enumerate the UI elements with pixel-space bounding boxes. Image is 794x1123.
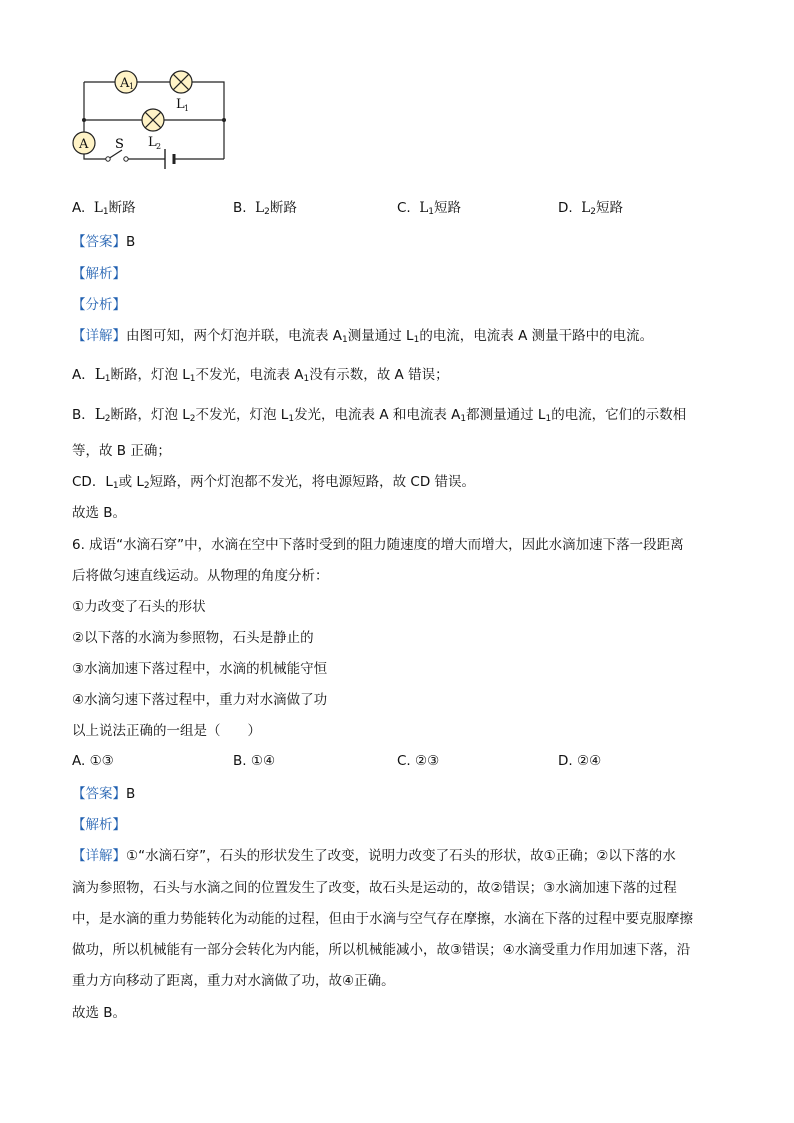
q5-option-a: A. $L_1$断路 — [72, 200, 136, 217]
q5-analysis-heading: 【解析】 — [72, 266, 126, 282]
ammeter-a-label: A — [79, 137, 89, 152]
q6-detail-line-5: 重力方向移动了距离，重力对水滴做了功，故④正确。 — [72, 973, 395, 989]
q5-line-b-cont: 等，故 B 正确； — [72, 443, 171, 459]
q5-fenxi-heading: 【分析】 — [72, 297, 126, 313]
q6-detail-line-4: 做功，所以机械能有一部分会转化为内能，所以机械能减小，故③错误；④水滴受重力作用加速下落，沿 — [72, 942, 691, 958]
circuit-diagram — [70, 66, 235, 170]
svg-text:2: 2 — [156, 142, 162, 151]
q5-line-b: B．$L_2$断路，灯泡 $L_2$不发光，灯泡 $L_1$发光，电流表 A 和电流表 $A_1$都测量通过 $L_1$的电流，它们的示数相 — [72, 405, 687, 424]
q6-stem-line-2: 后将做匀速直线运动。从物理的角度分析： — [72, 568, 329, 584]
switch-icon — [106, 137, 128, 161]
q6-statement-4: ④水滴匀速下落过程中，重力对水滴做了功 — [72, 692, 328, 708]
svg-text:1: 1 — [129, 82, 135, 91]
q6-option-d: D. ②④ — [558, 753, 602, 769]
q6-statement-3: ③水滴加速下落过程中，水滴的机械能守恒 — [72, 661, 328, 677]
q6-option-a: A. ①③ — [72, 753, 114, 769]
q6-detail-line-3: 中，是水滴的重力势能转化为动能的过程，但由于水滴与空气存在摩擦，水滴在下落的过程中要克服摩擦 — [72, 911, 693, 927]
switch-label: S — [115, 137, 124, 152]
q6-statement-2: ②以下落的水滴为参照物，石头是静止的 — [72, 630, 314, 646]
q6-option-c: C. ②③ — [397, 753, 440, 769]
q6-detail-line-1: 【详解】①“水滴石穿”，石头的形状发生了改变，说明力改变了石头的形状，故①正确；②以下落的水 — [72, 848, 676, 864]
q6-stem-line-1: 6. 成语“水滴石穿”中，水滴在空中下落时受到的阻力随速度的增大而增大，因此水滴加速下落一段距离 — [72, 537, 684, 553]
q5-answer: 【答案】B — [72, 234, 136, 250]
q5-conclusion: 故选 B。 — [72, 505, 127, 521]
battery-icon — [165, 149, 174, 169]
svg-text:L: L — [148, 135, 157, 150]
q6-answer: 【答案】B — [72, 786, 136, 802]
q5-line-cd: CD．$L_1$或 $L_2$短路，两个灯泡都不发光，将电源短路，故 CD 错误。 — [72, 474, 476, 491]
ammeter-a1-icon — [115, 71, 137, 93]
q5-line-a: A．$L_1$断路，灯泡 $L_1$不发光，电流表 $A_1$没有示数，故 A 错误； — [72, 365, 449, 384]
q5-option-b: B. $L_2$断路 — [233, 200, 297, 217]
lamp-l2-icon — [142, 109, 164, 151]
q5-option-c: C. $L_1$短路 — [397, 200, 462, 217]
q6-analysis-heading: 【解析】 — [72, 817, 126, 833]
q6-option-b: B. ①④ — [233, 753, 276, 769]
ammeter-a-icon — [73, 132, 95, 154]
q6-detail-line-2: 滴为参照物，石头与水滴之间的位置发生了改变，故石头是运动的，故②错误；③水滴加速下落的过程 — [72, 880, 677, 896]
q6-statement-1: ①力改变了石头的形状 — [72, 599, 206, 615]
svg-text:L: L — [176, 97, 185, 112]
q6-options — [72, 753, 772, 775]
q5-option-d: D. $L_2$短路 — [558, 200, 623, 217]
svg-text:A: A — [120, 76, 130, 91]
q6-prompt: 以上说法正确的一组是（ ） — [72, 723, 261, 739]
lamp-l1-icon — [170, 71, 192, 113]
svg-text:1: 1 — [184, 104, 190, 113]
q5-detail: 【详解】由图可知，两个灯泡并联，电流表 $A_1$测量通过 $L_1$的电流，电流表 A 测量干路中的电流。 — [72, 328, 654, 345]
q6-conclusion: 故选 B。 — [72, 1005, 127, 1021]
q5-options — [72, 196, 772, 218]
